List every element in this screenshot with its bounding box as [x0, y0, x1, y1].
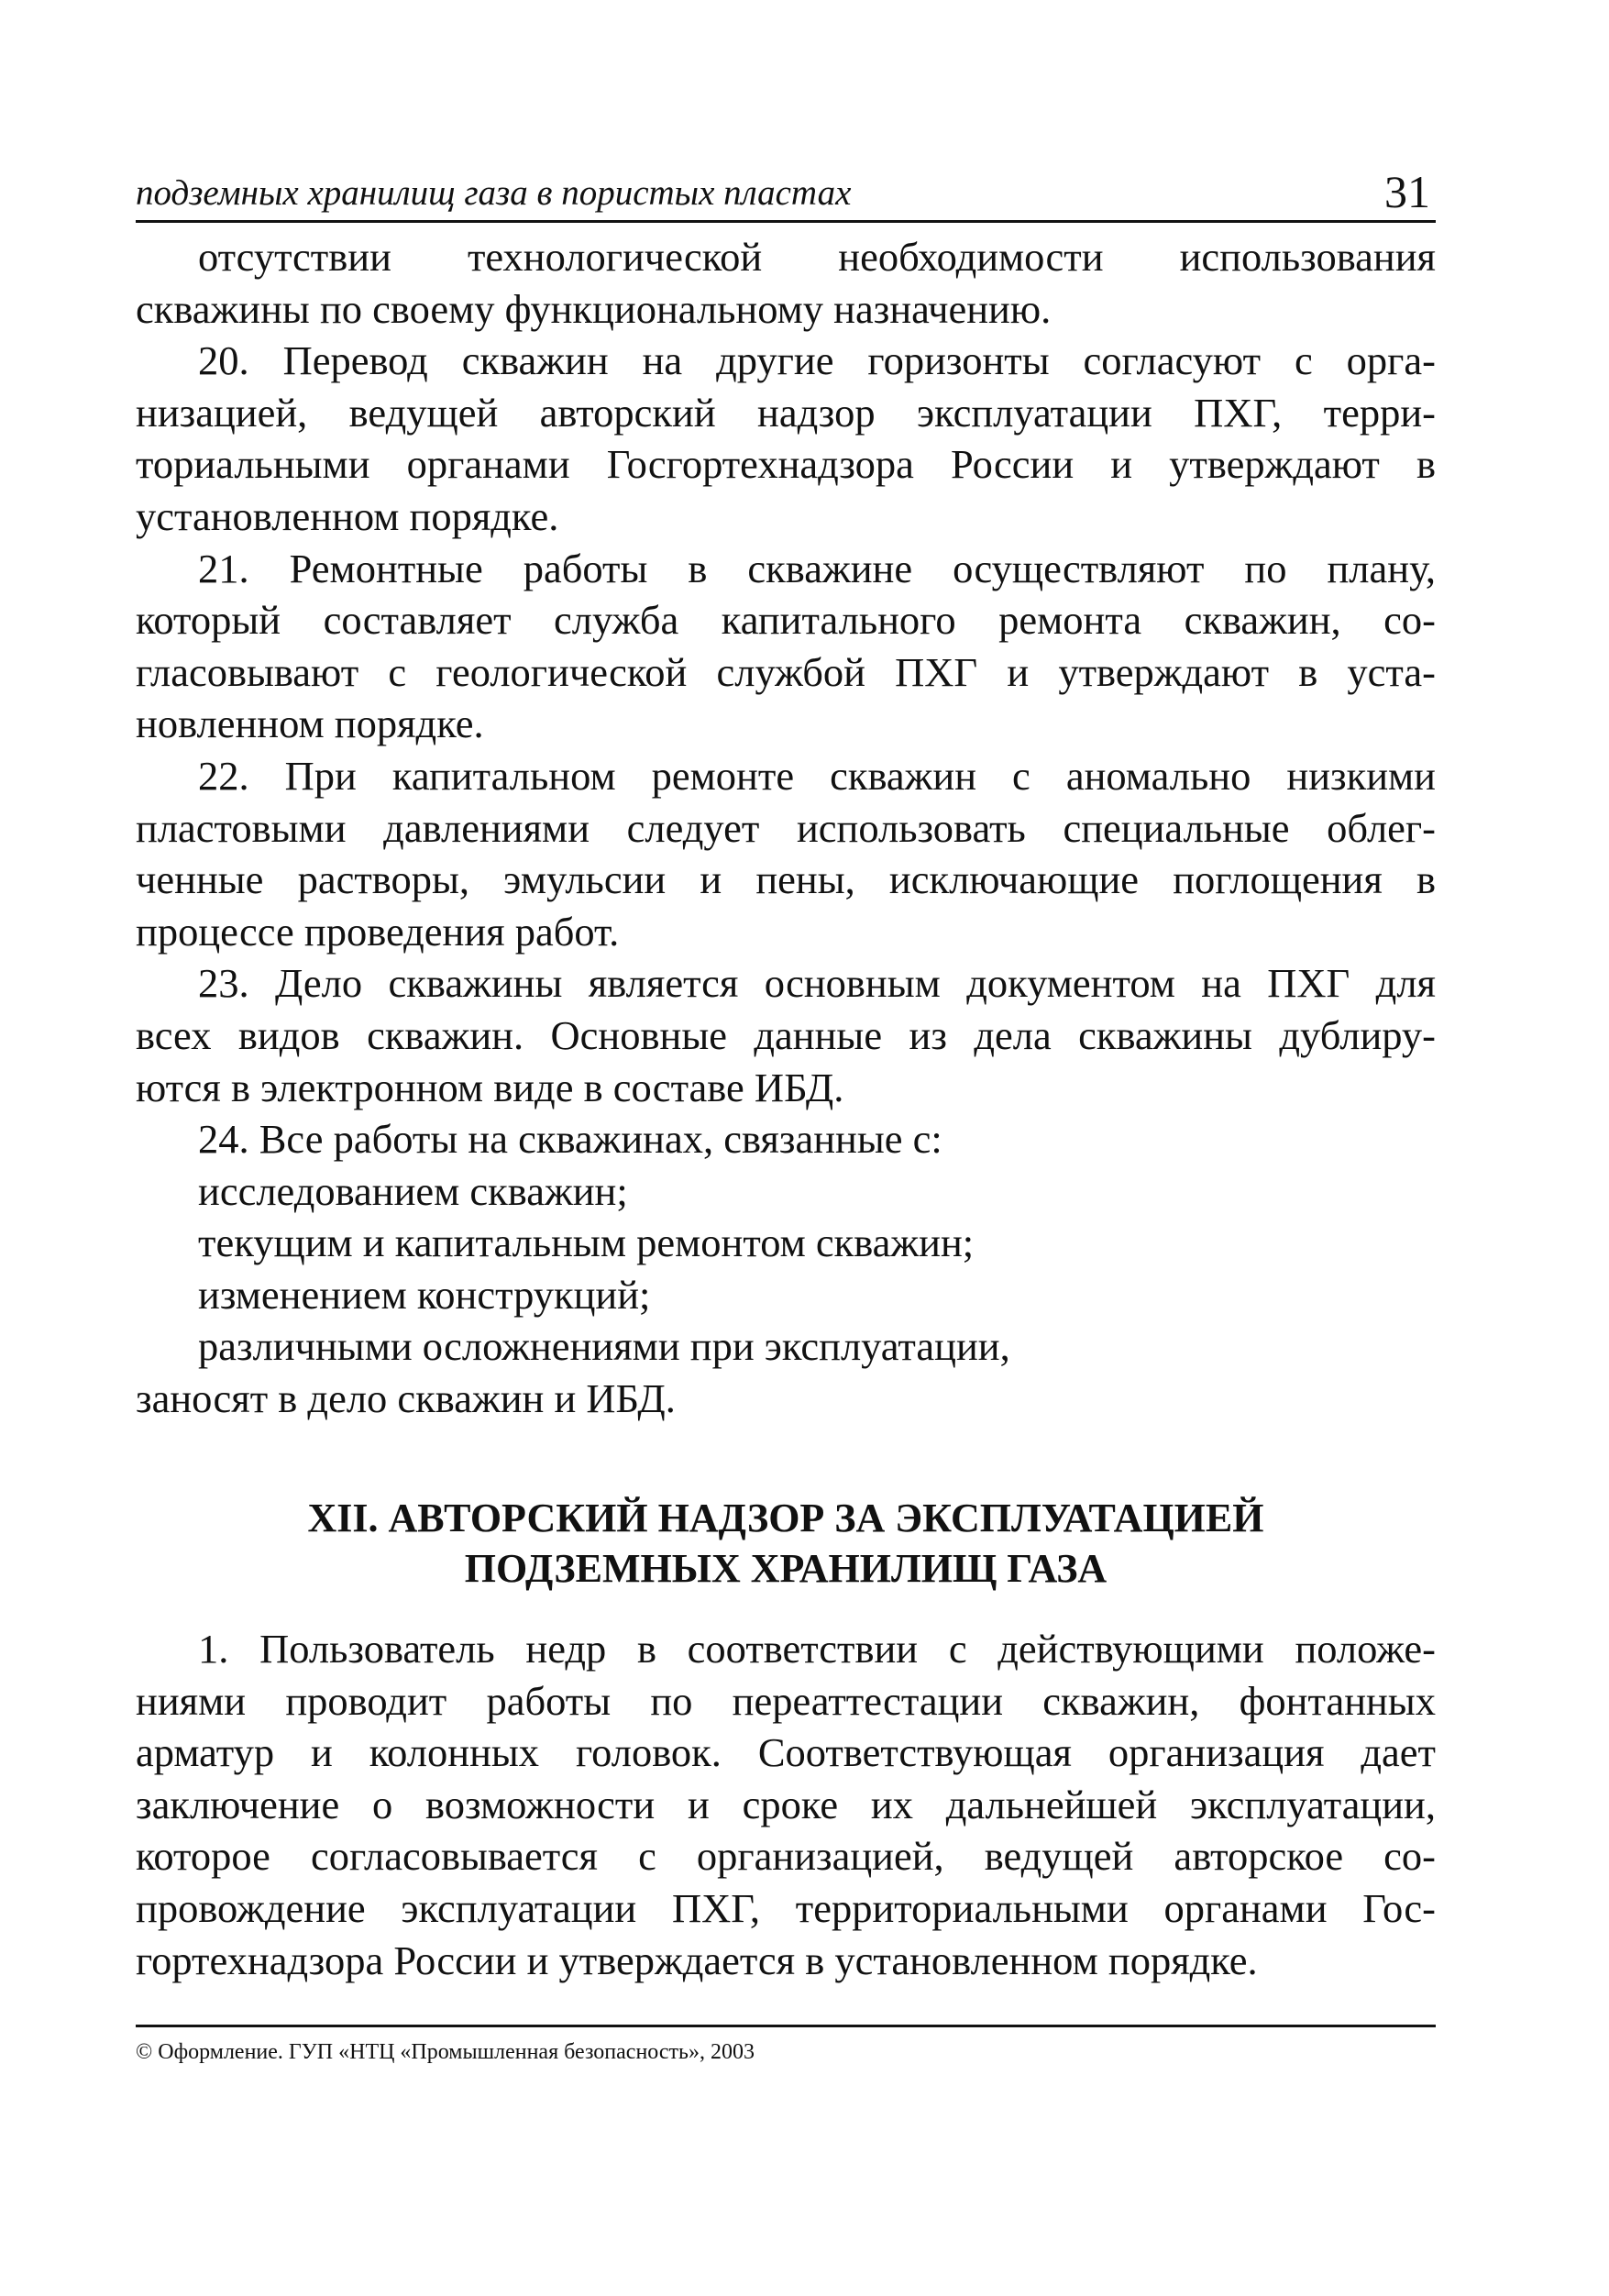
section-heading-line: ПОДЗЕМНЫХ ХРАНИЛИЩ ГАЗА — [464, 1546, 1108, 1591]
text-line: пластовыми давлениями следует использовать специальные облег- — [136, 804, 1436, 851]
text-line: арматур и колонных головок. Соответствующая организация дает — [136, 1729, 1436, 1776]
text-line: текущим и капитальным ремонтом скважин; — [198, 1220, 975, 1266]
text-line: различными осложнениями при эксплуатации, — [198, 1323, 1010, 1370]
text-line: отсутствии технологической необходимости использования — [198, 234, 1436, 280]
text-line: провождение эксплуатации ПХГ, территориальными органами Гос- — [136, 1884, 1436, 1931]
text-line: процессе проведения работ. — [136, 908, 620, 955]
text-line: низацией, ведущей авторский надзор эксплуатации ПХГ, терри- — [136, 389, 1436, 436]
section-heading-line: XII. АВТОРСКИЙ НАДЗОР ЗА ЭКСПЛУАТАЦИЕЙ — [307, 1496, 1264, 1540]
section-heading — [136, 1493, 1436, 1594]
text-line: исследованием скважин; — [198, 1167, 628, 1214]
text-line: 22. При капитальном ремонте скважин с аномально низкими — [198, 752, 1436, 799]
text-line: гортехнадзора России и утверждается в установленном порядке. — [136, 1937, 1258, 1983]
text-line: 20. Перевод скважин на другие горизонты согласуют с орга- — [198, 337, 1436, 384]
text-line: заносят в дело скважин и ИБД. — [136, 1375, 676, 1422]
text-line: установленном порядке. — [136, 492, 559, 539]
copyright-text: © Оформление. ГУП «НТЦ «Промышленная безопасность», 2003 — [136, 2040, 755, 2064]
text-line: 1. Пользователь недр в соответствии с действующими положе- — [198, 1626, 1436, 1672]
text-line: заключение о возможности и сроке их дальнейшей эксплуатации, — [136, 1781, 1436, 1827]
text-line: гласовывают с геологической службой ПХГ и утверждают в уста- — [136, 648, 1436, 695]
body-text — [136, 231, 1436, 1425]
copyright-footer — [136, 2025, 1436, 2066]
text-line: которое согласовывается с организацией, ведущей авторское со- — [136, 1833, 1436, 1880]
text-line: всех видов скважин. Основные данные из дела скважины дублиру- — [136, 1011, 1436, 1058]
text-line: 24. Все работы на скважинах, связанные с: — [198, 1116, 942, 1163]
text-line: который составляет служба капитального ремонта скважин, со- — [136, 597, 1436, 644]
section-body-text — [136, 1623, 1436, 1986]
running-title: подземных хранилищ газа в пористых пластах — [136, 173, 852, 213]
text-line: изменением конструкций; — [198, 1271, 651, 1318]
text-line: ториальными органами Госгортехнадзора России и утверждают в — [136, 441, 1436, 488]
text-line: ченные растворы, эмульсии и пены, исключающие поглощения в — [136, 856, 1436, 903]
text-line: 21. Ремонтные работы в скважине осуществляют по плану, — [198, 545, 1436, 591]
running-header — [136, 163, 1436, 223]
page-number: 31 — [1384, 166, 1430, 217]
text-line: 23. Дело скважины является основным документом на ПХГ для — [198, 960, 1436, 1007]
text-line: ниями проводит работы по переаттестации скважин, фонтанных — [136, 1677, 1436, 1724]
text-line: ются в электронном виде в составе ИБД. — [136, 1064, 844, 1110]
text-line: новленном порядке. — [136, 701, 484, 747]
text-line: скважины по своему функциональному назначению. — [136, 285, 1052, 332]
